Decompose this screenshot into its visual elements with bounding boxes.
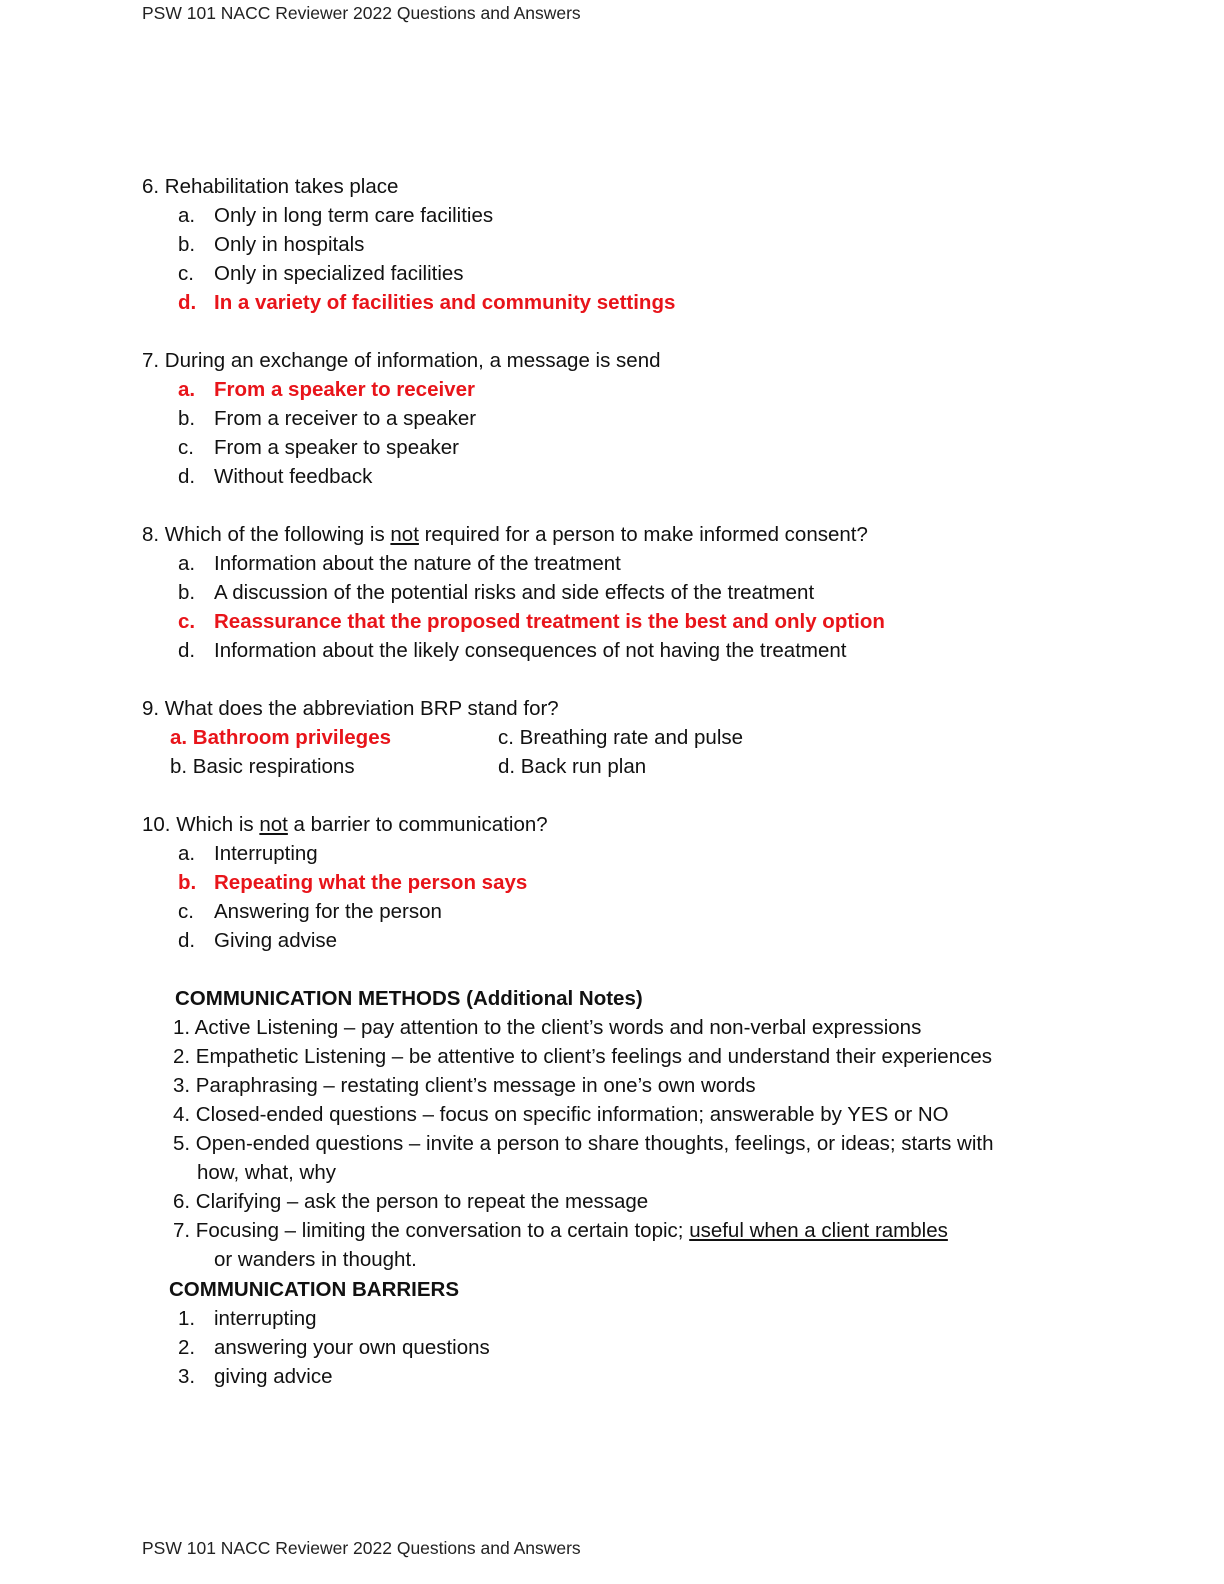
option-letter: a. <box>178 842 196 865</box>
option-letter: d. <box>178 465 196 488</box>
item-text: 7. Focusing – limiting the conversation to a certain topic; <box>173 1219 690 1242</box>
option-text: In a variety of facilities and community settings <box>214 291 676 314</box>
question-6-stem: 6. Rehabilitation takes place <box>142 175 399 198</box>
option-text: From a receiver to a speaker <box>214 407 477 430</box>
methods-item-7 <box>173 1218 948 1244</box>
methods-item-5-continued: how, what, why <box>197 1161 337 1184</box>
methods-item-4: 4. Closed-ended questions – focus on specific information; answerable by YES or NO <box>173 1103 949 1126</box>
item-text: interrupting <box>214 1307 317 1330</box>
option-letter: d. <box>178 291 197 314</box>
question-8-stem <box>142 522 868 548</box>
page-footer: PSW 101 NACC Reviewer 2022 Questions and Answers <box>142 1538 581 1558</box>
question-9-option-c: c. Breathing rate and pulse <box>498 726 744 749</box>
option-letter: c. <box>178 262 194 285</box>
option-letter: b. <box>178 407 196 430</box>
stem-underlined-not: not <box>259 813 288 836</box>
methods-heading: COMMUNICATION METHODS (Additional Notes) <box>175 987 643 1010</box>
option-text: Reassurance that the proposed treatment is the best and only option <box>214 610 885 633</box>
item-number: 2. <box>178 1336 196 1359</box>
stem-text: 8. Which of the following is <box>142 523 391 546</box>
option-text: Answering for the person <box>214 900 442 923</box>
option-letter: a. <box>178 204 196 227</box>
question-7-stem: 7. During an exchange of information, a message is send <box>142 349 661 372</box>
option-text: Only in long term care facilities <box>214 204 494 227</box>
item-text: answering your own questions <box>214 1336 490 1359</box>
stem-underlined-not: not <box>390 523 419 546</box>
option-text: Only in hospitals <box>214 233 365 256</box>
stem-text: required for a person to make informed consent? <box>418 523 868 546</box>
option-letter: d. <box>178 929 196 952</box>
option-letter: d. <box>178 639 196 662</box>
question-9-option-b: b. Basic respirations <box>170 755 355 778</box>
option-text: Without feedback <box>214 465 373 488</box>
page-header: PSW 101 NACC Reviewer 2022 Questions and Answers <box>142 3 581 23</box>
option-text: Giving advise <box>214 929 338 952</box>
item-number: 3. <box>178 1365 196 1388</box>
option-letter: a. <box>178 552 196 575</box>
option-letter: b. <box>178 871 197 894</box>
option-text: Information about the nature of the treatment <box>214 552 621 575</box>
option-letter: c. <box>178 610 196 633</box>
option-letter: c. <box>178 436 194 459</box>
option-text: Interrupting <box>214 842 318 865</box>
question-10-stem <box>142 812 548 838</box>
methods-item-1: 1. Active Listening – pay attention to the client’s words and non-verbal expressions <box>173 1016 922 1039</box>
stem-text: 10. Which is <box>142 813 260 836</box>
option-letter: a. <box>178 378 196 401</box>
item-number: 1. <box>178 1307 196 1330</box>
question-9-stem: 9. What does the abbreviation BRP stand for? <box>142 697 559 720</box>
option-letter: b. <box>178 233 196 256</box>
option-letter: c. <box>178 900 194 923</box>
barriers-heading: COMMUNICATION BARRIERS <box>169 1278 460 1301</box>
item-underlined-text: useful when a client rambles <box>689 1219 948 1242</box>
option-text: A discussion of the potential risks and side effects of the treatment <box>214 581 815 604</box>
option-text: Information about the likely consequences of not having the treatment <box>214 639 847 662</box>
methods-item-6: 6. Clarifying – ask the person to repeat the message <box>173 1190 649 1213</box>
methods-item-7-continued: or wanders in thought. <box>214 1248 417 1271</box>
stem-text: a barrier to communication? <box>287 813 548 836</box>
option-text: From a speaker to speaker <box>214 436 459 459</box>
option-text: Only in specialized facilities <box>214 262 464 285</box>
question-9-option-a-correct: a. Bathroom privileges <box>170 726 392 749</box>
methods-item-2: 2. Empathetic Listening – be attentive to client’s feelings and understand their experiences <box>173 1045 992 1068</box>
option-letter: b. <box>178 581 196 604</box>
item-text: giving advice <box>214 1365 333 1388</box>
methods-item-5: 5. Open-ended questions – invite a person to share thoughts, feelings, or ideas; starts with <box>173 1132 994 1155</box>
option-text: From a speaker to receiver <box>214 378 475 401</box>
option-text: Repeating what the person says <box>214 871 528 894</box>
methods-item-3: 3. Paraphrasing – restating client’s message in one’s own words <box>173 1074 756 1097</box>
question-9-option-d: d. Back run plan <box>498 755 647 778</box>
